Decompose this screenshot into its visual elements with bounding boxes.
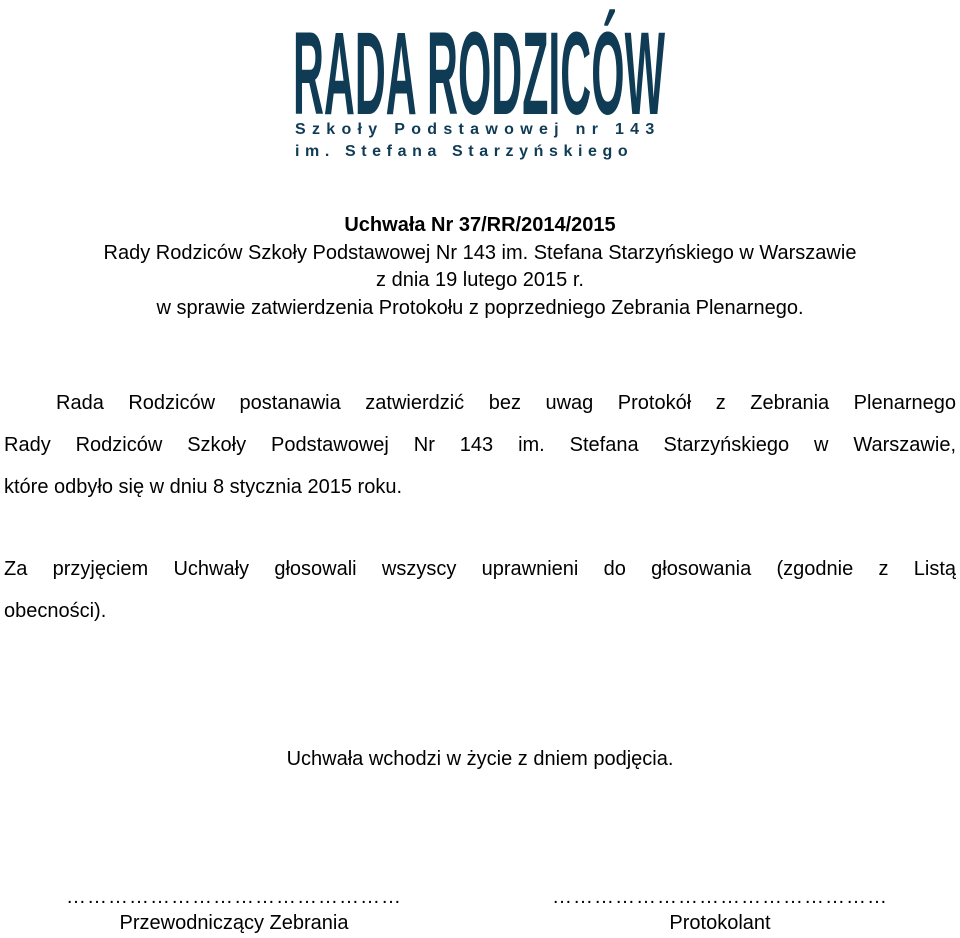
logo-wordmark bbox=[293, 6, 665, 118]
resolution-vote-paragraph bbox=[4, 548, 956, 632]
resolution-effective-clause: Uchwała wchodzi w życie z dniem podjęcia. bbox=[286, 748, 674, 770]
resolution-subject: w sprawie zatwierdzenia Protokołu z poprzedniego Zebrania Plenarnego. bbox=[156, 297, 804, 319]
logo-subtitle-patron: im. Stefana Starzyńskiego bbox=[295, 143, 634, 160]
resolution-date: z dnia 19 lutego 2015 r. bbox=[376, 269, 584, 291]
signature-recorder bbox=[500, 884, 940, 936]
paragraph-line: Rady Rodziców Szkoły Podstawowej Nr 143 im. Stefana Starzyńskiego w Warszawie, bbox=[4, 434, 956, 456]
signature-chairperson bbox=[6, 884, 462, 936]
logo-wordmark-text: RADA RODZICÓW bbox=[293, 8, 665, 118]
resolution-title: Uchwała Nr 37/RR/2014/2015 bbox=[344, 214, 616, 236]
signature-label: Protokolant bbox=[669, 912, 771, 934]
resolution-issuer: Rady Rodziców Szkoły Podstawowej Nr 143 im. Stefana Starzyńskiego w Warszawie bbox=[103, 242, 857, 264]
paragraph-line: obecności). bbox=[4, 600, 107, 622]
paragraph-line: Za przyjęciem Uchwały głosowali wszyscy uprawnieni do głosowania (zgodnie z Listą bbox=[4, 558, 956, 580]
paragraph-line: Rada Rodziców postanawia zatwierdzić bez uwag Protokół z Zebrania Plenarnego bbox=[56, 392, 956, 414]
logo-subtitle-school: Szkoły Podstawowej nr 143 bbox=[295, 121, 661, 138]
signature-label: Przewodniczący Zebrania bbox=[119, 912, 349, 934]
signature-line: ………………………………………… bbox=[552, 886, 888, 908]
paragraph-line: które odbyło się w dniu 8 stycznia 2015 roku. bbox=[4, 476, 402, 498]
resolution-decision-paragraph bbox=[4, 382, 956, 508]
signature-line: ………………………………………… bbox=[66, 886, 402, 908]
organization-logo bbox=[293, 6, 665, 162]
